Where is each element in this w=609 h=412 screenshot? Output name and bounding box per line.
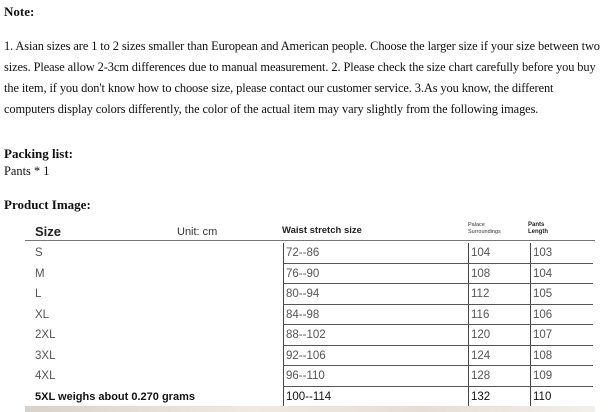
waist-header: Waist stretch size [282,225,362,236]
size-label: XL [35,308,50,321]
packing-list-item: Pants * 1 [4,164,50,178]
palace-header: Palace Surroundings [468,222,501,235]
size-label: S [35,247,43,259]
size-row [25,264,595,285]
palace-value: 112 [468,284,526,305]
pants-length-value: 106 [530,305,583,326]
product-image-title: Product Image: [4,197,91,212]
palace-value: 104 [468,243,526,264]
size-header: Size [35,224,62,239]
footer-note: 5XL weighs about 0.270 grams [35,391,195,403]
pants-length-value: 103 [530,243,583,264]
palace-value: 132 [468,387,526,408]
waist-value: 96--110 [283,366,466,387]
waist-value: 80--94 [283,284,466,305]
size-label: 4XL [35,370,56,382]
header-rule [25,240,595,241]
palace-value: 108 [468,264,526,285]
size-row [25,284,595,305]
size-row [25,305,595,326]
waist-value: 92--106 [283,346,466,367]
palace-value: 116 [468,305,526,326]
waist-value: 100--114 [283,387,466,408]
pants-length-value: 104 [530,264,583,285]
palace-value: 128 [468,366,526,387]
pants-length-value: 110 [530,387,583,408]
pants-length-value: 108 [530,346,583,367]
product-photo-edge [25,406,595,412]
palace-value: 124 [468,346,526,367]
waist-value: 72--86 [283,243,466,264]
note-body: 1. Asian sizes are 1 to 2 sizes smaller than European and American people. Choose the larger size if your size between two sizes. Please allow 2-3cm differences due to manual measurement. 2. Please check the size chart carefully before you buy the item, if you don't know how to choose size, please contact our customer service. 3.As you know, the different computers display colors differently, the color of the actual item may vary slightly from the following images. [4,39,600,116]
waist-value: 76--90 [283,264,466,285]
pants-length-header: Pants Length [528,222,548,235]
pants-length-value: 109 [530,366,583,387]
size-row [25,366,595,387]
pants-length-value: 105 [530,284,583,305]
size-label: 3XL [35,349,56,362]
waist-value: 88--102 [283,325,466,346]
packing-list-title: Packing list: [4,146,73,161]
waist-value: 84--98 [283,305,466,326]
size-row [25,325,595,346]
size-label: M [35,267,45,280]
size-label: 2XL [35,329,56,341]
size-row-footer [25,387,595,408]
size-row [25,346,595,367]
pants-length-value: 107 [530,325,583,346]
size-label: L [35,288,42,300]
note-title: Note: [4,4,35,19]
size-row [25,243,595,264]
unit-label: Unit: cm [177,226,218,238]
size-chart-image [25,216,595,412]
palace-value: 120 [468,325,526,346]
